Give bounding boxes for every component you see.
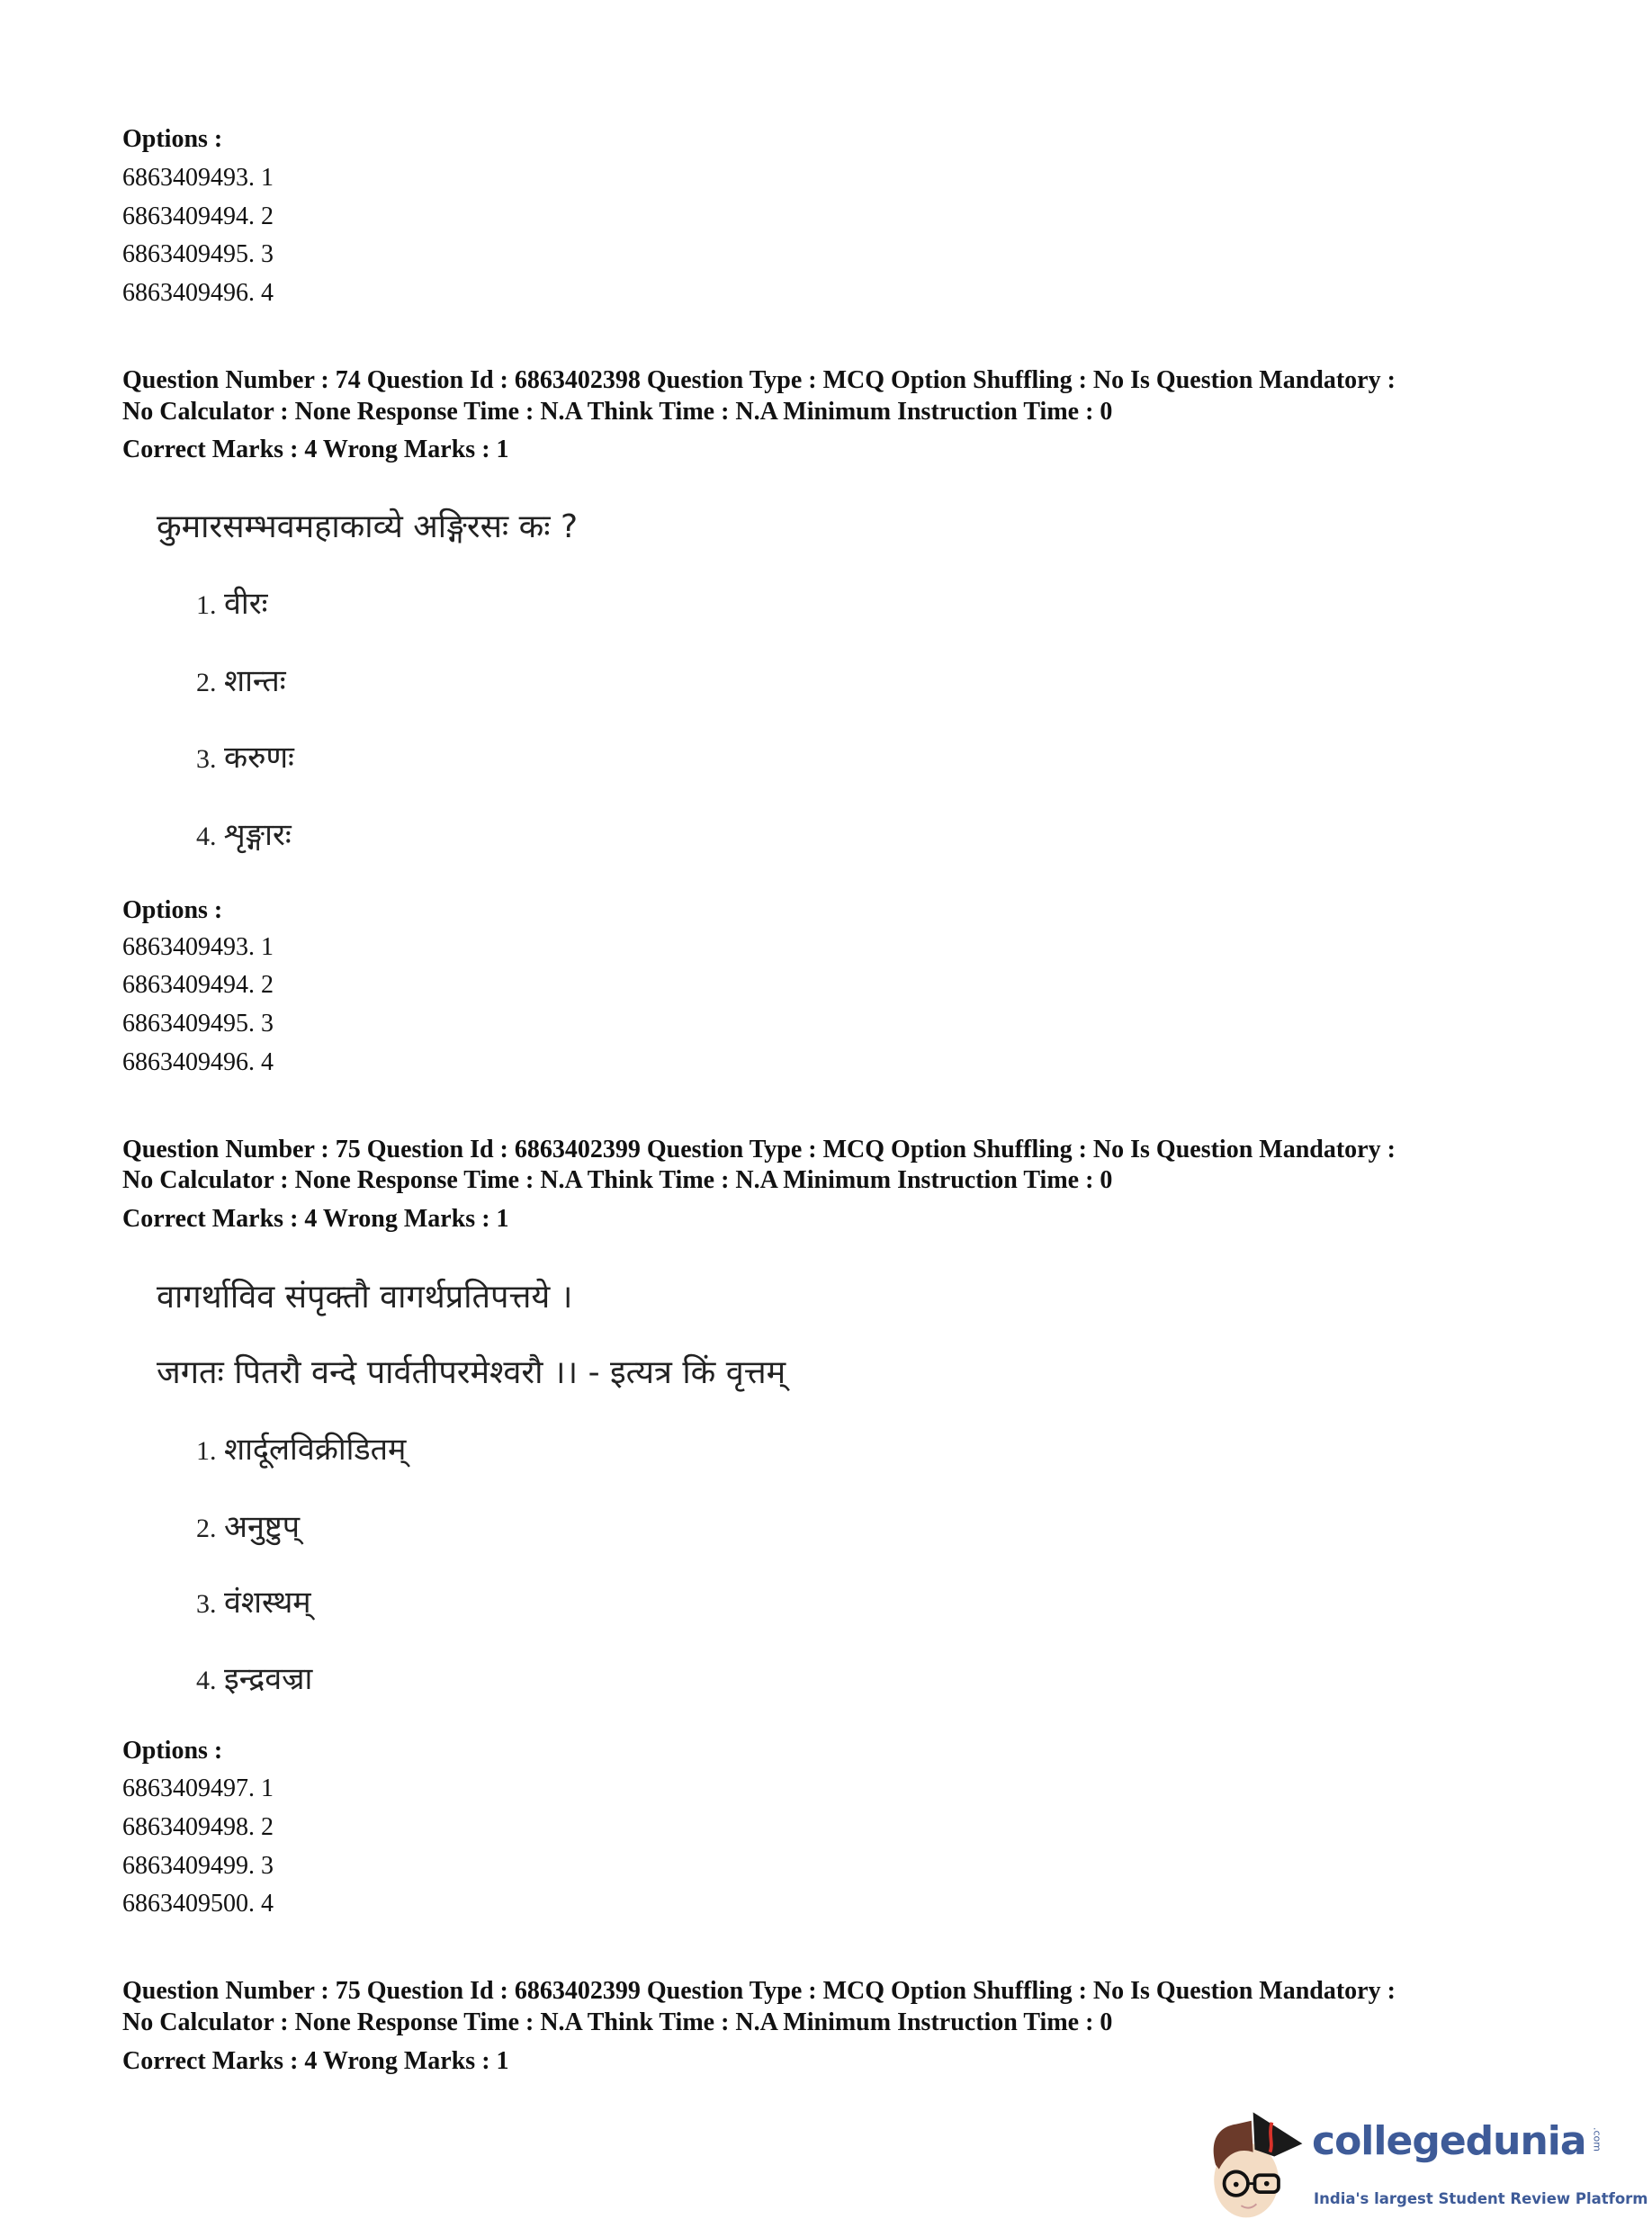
question-header: Question Number : 75 Question Id : 6863402399 Question Type : MCQ Option Shuffling : No Is Question Mandatory :: [122, 1977, 1396, 2005]
choice: [196, 1507, 300, 1549]
choice-number: 3.: [196, 1589, 217, 1619]
options-label: Options :: [122, 896, 223, 924]
choice: [196, 1430, 406, 1471]
question-marks: Correct Marks : 4 Wrong Marks : 1: [122, 1205, 509, 1233]
options-label: Options :: [122, 1737, 223, 1765]
option-id: 6863409494. 2: [122, 202, 274, 230]
question-marks: Correct Marks : 4 Wrong Marks : 1: [122, 2047, 509, 2075]
option-id: 6863409497. 1: [122, 1774, 274, 1802]
choice-text: वंशस्थम्: [224, 1585, 311, 1621]
choice-number: 4.: [196, 822, 217, 851]
option-id: 6863409495. 3: [122, 240, 274, 268]
question-text: कुमारसम्भवमहाकाव्ये अङ्गिरसः कः ?: [157, 508, 579, 545]
student-mascot-icon: [1202, 2102, 1308, 2224]
choice-number: 1.: [196, 1436, 217, 1466]
choice: [196, 661, 286, 703]
option-id: 6863409493. 1: [122, 164, 274, 192]
choice: [196, 1659, 312, 1701]
option-id: 6863409499. 3: [122, 1852, 274, 1880]
question-header: Question Number : 74 Question Id : 6863402398 Question Type : MCQ Option Shuffling : No Is Question Mandatory :: [122, 366, 1396, 394]
choice-text: इन्द्रवज्रा: [224, 1661, 313, 1697]
option-id: 6863409493. 1: [122, 933, 274, 961]
question-text: वागर्थाविव संपृक्तौ वागर्थप्रतिपत्तये ।: [157, 1279, 573, 1316]
option-id: 6863409498. 2: [122, 1813, 274, 1841]
question-header: No Calculator : None Response Time : N.A Think Time : N.A Minimum Instruction Time : 0: [122, 398, 1113, 426]
options-label: Options :: [122, 125, 223, 153]
choice-text: अनुष्टुप्: [224, 1509, 301, 1545]
option-id: 6863409494. 2: [122, 971, 274, 999]
option-id: 6863409495. 3: [122, 1010, 274, 1038]
choice-text: शान्तः: [224, 663, 286, 699]
choice: [196, 738, 294, 779]
option-id: 6863409500. 4: [122, 1890, 274, 1918]
collegedunia-logo: [1202, 2102, 1648, 2224]
question-marks: Correct Marks : 4 Wrong Marks : 1: [122, 436, 509, 463]
choice: [196, 584, 267, 625]
choice-number: 3.: [196, 744, 217, 774]
choice-text: करुणः: [224, 740, 294, 776]
question-header: No Calculator : None Response Time : N.A Think Time : N.A Minimum Instruction Time : 0: [122, 2008, 1113, 2036]
question-header: Question Number : 75 Question Id : 6863402399 Question Type : MCQ Option Shuffling : No Is Question Mandatory :: [122, 1136, 1396, 1163]
choice-number: 4.: [196, 1666, 217, 1695]
choice-number: 2.: [196, 1514, 217, 1543]
choice-number: 1.: [196, 590, 217, 620]
choice-number: 2.: [196, 668, 217, 697]
logo-suffix: .com: [1591, 2127, 1603, 2152]
choice-text: वीरः: [224, 586, 268, 622]
choice: [196, 1583, 311, 1624]
option-id: 6863409496. 4: [122, 279, 274, 307]
choice-text: शृङ्गारः: [224, 817, 292, 853]
option-id: 6863409496. 4: [122, 1048, 274, 1076]
choice-text: शार्दूलविक्रीडितम्: [224, 1432, 407, 1468]
logo-tagline: India's largest Student Review Platform: [1314, 2190, 1648, 2207]
choice: [196, 815, 292, 857]
question-header: No Calculator : None Response Time : N.A Think Time : N.A Minimum Instruction Time : 0: [122, 1166, 1113, 1194]
question-text: जगतः पितरौ वन्दे पार्वतीपरमेश्वरौ ।। - इत्यत्र किं वृत्तम्: [157, 1354, 786, 1391]
logo-wordmark-row: [1312, 2115, 1603, 2169]
logo-wordmark: collegedunia: [1312, 2118, 1586, 2164]
